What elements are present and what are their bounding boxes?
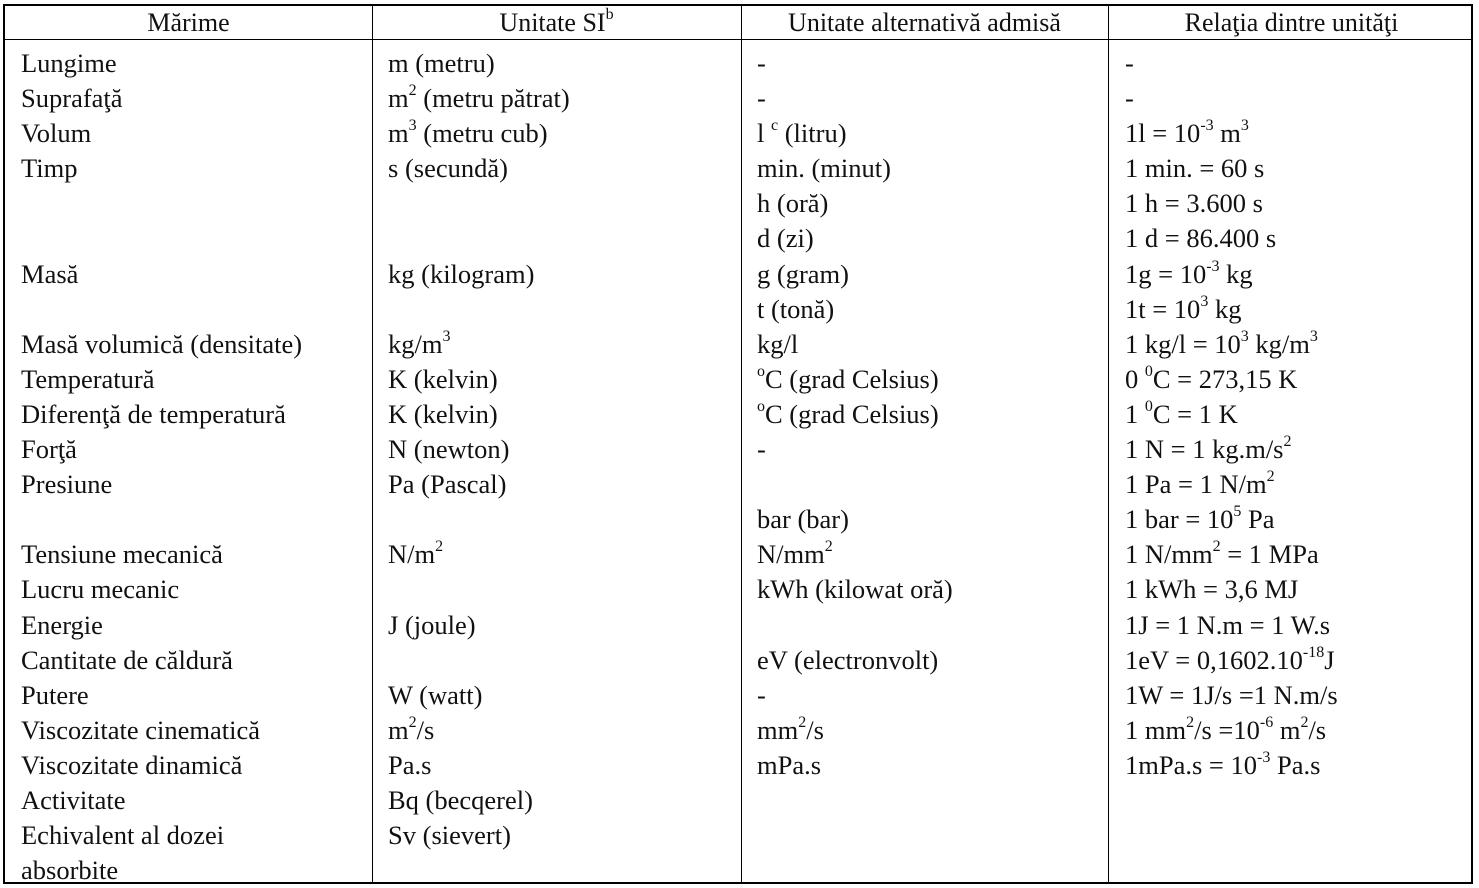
relation-cell: 1 $^0$C = 1 K	[1125, 398, 1238, 429]
table-row	[5, 608, 1471, 643]
relation-cell: 1 $N/mm^2 = 1$ MPa	[1125, 538, 1319, 570]
table-row	[5, 713, 1471, 748]
alt-unit-cell: -	[757, 679, 766, 710]
si-unit-cell: $m^2/s$	[388, 713, 435, 745]
relation-cell: 1 Pa = 1 $N/m^2$	[1125, 468, 1275, 500]
relation-cell: 1 kWh = 3,6 MJ	[1125, 574, 1299, 605]
alt-unit-cell: -	[757, 48, 766, 78]
si-unit-cell: kg (kilogram)	[388, 258, 535, 289]
quantity-cell: Masă	[21, 258, 79, 289]
table-row	[5, 537, 1471, 572]
relation-cell: -	[1125, 48, 1134, 78]
si-unit-cell: J (joule)	[388, 609, 476, 640]
si-unit-cell: $m^3$ (metru cub)	[388, 117, 548, 149]
header-marime: Mărime	[147, 8, 230, 37]
table-row	[5, 257, 1471, 292]
quantity-cell: Temperatură	[21, 363, 155, 394]
relation-cell: 1 d = 86.400 s	[1125, 223, 1277, 254]
si-unit-cell: Bq (becqerel)	[388, 784, 533, 815]
si-unit-cell: Pa.s	[388, 749, 432, 780]
si-unit-cell: m (metru)	[388, 48, 495, 78]
quantity-cell: Suprafaţă	[21, 83, 123, 114]
table-row	[5, 116, 1471, 151]
alt-unit-cell: t (tonă)	[757, 293, 835, 324]
table-row	[5, 362, 1471, 397]
quantity-cell: Viscozitate dinamică	[21, 749, 243, 780]
quantity-cell: Lungime	[21, 48, 117, 78]
table-row	[5, 853, 1471, 888]
quantity-cell: Activitate	[21, 784, 126, 815]
alt-unit-cell: $mm^2/s$	[757, 713, 824, 745]
table-row	[5, 81, 1471, 116]
si-unit-cell: Pa (Pascal)	[388, 469, 507, 500]
relation-cell: 0 $^0$C = 273,15 K	[1125, 363, 1298, 394]
alt-unit-cell: $^o$C (grad Celsius)	[757, 398, 939, 429]
quantity-cell: Volum	[21, 118, 92, 149]
relation-cell: 1 N = 1 $kg.m/s^2$	[1125, 433, 1292, 465]
relation-cell: 1W = 1J/s =1 N.m/s	[1125, 679, 1338, 710]
table-row	[5, 432, 1471, 467]
table-row	[5, 572, 1471, 607]
table-row	[5, 502, 1471, 537]
si-unit-cell: s (secundă)	[388, 153, 508, 184]
si-unit-cell: W (watt)	[388, 679, 483, 710]
quantity-cell: Masă volumică (densitate)	[21, 328, 303, 359]
relation-cell: -	[1125, 83, 1134, 114]
alt-unit-cell: h (oră)	[757, 188, 829, 219]
table-row	[5, 678, 1471, 713]
quantity-cell: absorbite	[21, 855, 119, 886]
table-row	[5, 292, 1471, 327]
table-row	[5, 783, 1471, 818]
alt-unit-cell: kg/l	[757, 328, 799, 359]
si-unit-cell: $kg/m^3$	[388, 327, 451, 359]
quantity-cell: Presiune	[21, 469, 113, 500]
alt-unit-cell: $^o$C (grad Celsius)	[757, 363, 939, 394]
relation-cell: $1t = 10^3$ kg	[1125, 292, 1242, 324]
quantity-cell: Viscozitate cinematică	[21, 714, 260, 745]
table-row	[5, 397, 1471, 432]
table-row	[5, 818, 1471, 853]
header-unitate-alternativa: Unitate alternativă admisă	[788, 8, 1061, 37]
header-unitate-si: Unitate $SI^b$	[499, 6, 614, 37]
table-row	[5, 151, 1471, 186]
alt-unit-cell: eV (electronvolt)	[757, 644, 939, 675]
relation-cell: 1 h = 3.600 s	[1125, 188, 1263, 219]
quantity-cell: Putere	[21, 679, 89, 710]
quantity-cell: Cantitate de căldură	[21, 644, 233, 675]
table-row	[5, 748, 1471, 783]
si-unit-cell: $N/m^2$	[388, 538, 444, 570]
quantity-cell: Diferenţă de temperatură	[21, 398, 286, 429]
si-unit-cell: N (newton)	[388, 434, 510, 465]
alt-unit-cell: g (gram)	[757, 258, 849, 289]
table-row	[5, 643, 1471, 678]
alt-unit-cell: -	[757, 83, 766, 114]
relation-cell: $1g = 10^{-3}$ kg	[1125, 257, 1253, 289]
alt-unit-cell: kWh (kilowat oră)	[757, 574, 953, 605]
quantity-cell: Energie	[21, 609, 103, 640]
relation-cell: 1 bar = $10^5$ Pa	[1125, 503, 1275, 535]
alt-unit-cell: bar (bar)	[757, 504, 849, 535]
relation-cell: 1J = 1 N.m = 1 W.s	[1125, 609, 1331, 640]
table-body	[5, 46, 1471, 888]
table-row	[5, 46, 1471, 81]
units-table	[3, 4, 1473, 884]
table-row	[5, 186, 1471, 221]
header-relatia: Relaţia dintre unităţi	[1184, 8, 1399, 37]
quantity-cell: Tensiune mecanică	[21, 539, 223, 570]
si-unit-cell: Sv (sievert)	[388, 820, 511, 851]
alt-unit-cell: l $^c$ (litru)	[757, 117, 847, 149]
relation-cell: $1eV = 0,1602.10^{-18}J$	[1125, 643, 1335, 675]
alt-unit-cell: d (zi)	[757, 223, 814, 254]
relation-cell: 1 $kg/l = 10^3$ $kg/m^3$	[1125, 327, 1318, 359]
quantity-cell: Echivalent al dozei	[21, 820, 225, 851]
si-unit-cell: $m^2$ (metru pătrat)	[388, 82, 570, 114]
si-unit-cell: K (kelvin)	[388, 398, 498, 429]
quantity-cell: Forţă	[21, 434, 77, 465]
relation-cell: $1mPa.s = 10^{-3}$ Pa.s	[1125, 749, 1321, 780]
relation-cell: 1 $mm^2/s =10^{-6}$ $m^2/s$	[1125, 713, 1327, 745]
alt-unit-cell: mPa.s	[757, 749, 822, 780]
relation-cell: $1l = 10^{-3}$ $m^3$	[1125, 117, 1249, 149]
quantity-cell: Lucru mecanic	[21, 574, 180, 605]
alt-unit-cell: min. (minut)	[757, 153, 891, 184]
quantity-cell: Timp	[21, 153, 78, 184]
alt-unit-cell: -	[757, 434, 766, 465]
table-row	[5, 467, 1471, 502]
relation-cell: 1 min. = 60 s	[1125, 153, 1265, 184]
alt-unit-cell: $N/mm^2$	[757, 538, 833, 570]
si-unit-cell: K (kelvin)	[388, 363, 498, 394]
table-row	[5, 221, 1471, 256]
table-row	[5, 327, 1471, 362]
